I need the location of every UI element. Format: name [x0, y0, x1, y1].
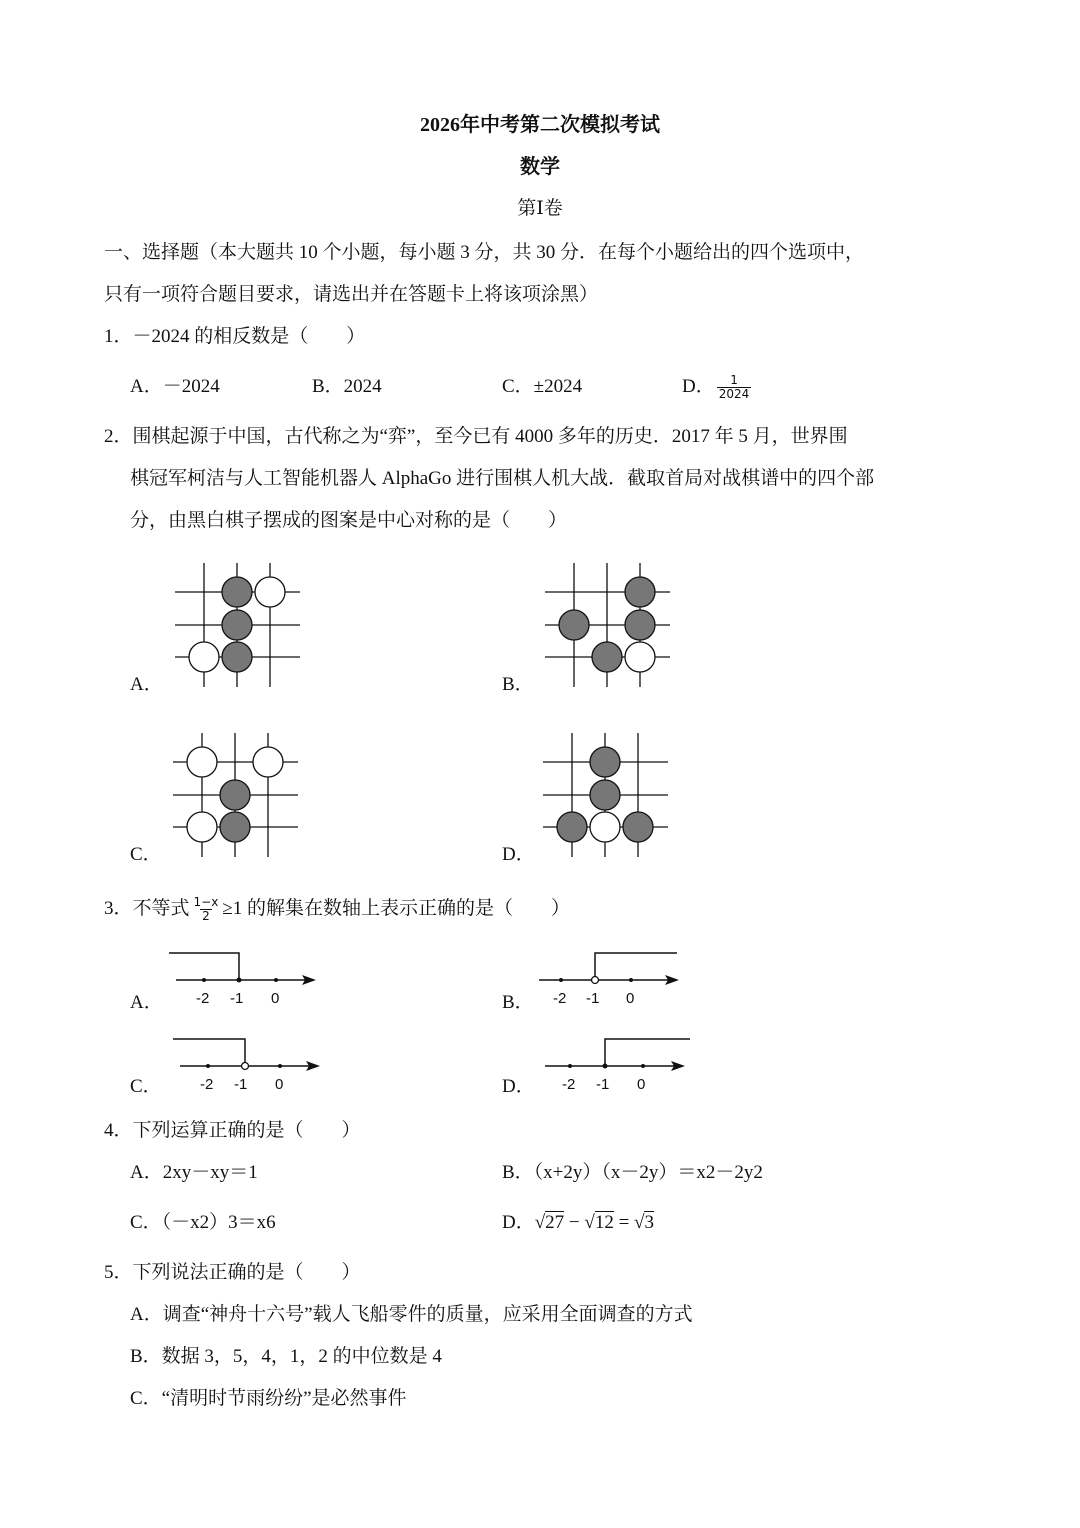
tick-dot — [278, 1064, 282, 1068]
sqrt-symbol: √ — [584, 1212, 595, 1233]
tick-label-0: 0 — [637, 1076, 646, 1093]
sqrt-symbol: √ — [634, 1212, 645, 1233]
q3-option-b-label: B． — [502, 992, 534, 1013]
q1-d-numerator: 1 — [730, 373, 738, 388]
tick-label-neg2: -2 — [196, 990, 210, 1007]
q1-option-d — [682, 374, 753, 401]
q2-option-a-label: A． — [130, 674, 163, 695]
black-stone — [625, 610, 655, 640]
q4-option-b: B．（x+2y）（x－2y）＝x2－2y2 — [502, 1162, 763, 1183]
go-board-b — [540, 560, 675, 690]
tick-dot — [568, 1064, 572, 1068]
tick-label-neg1: -1 — [234, 1076, 248, 1093]
q2-stem-line2: 棋冠军柯洁与人工智能机器人 AlphaGo 进行围棋人机大战．截取首局对战棋谱中的四个部 — [130, 468, 875, 489]
open-endpoint — [592, 977, 599, 984]
number-line-a — [166, 945, 326, 1015]
q2-stem-line3: 分，由黑白棋子摆成的图案是中心对称的是（ ） — [130, 510, 568, 531]
black-stone — [592, 642, 622, 672]
q3-stem — [104, 896, 570, 923]
q4-equals-sign: = — [618, 1212, 630, 1233]
q4-radicand-3: 3 — [644, 1212, 654, 1233]
black-stone — [220, 780, 250, 810]
q3-option-a-label: A． — [130, 992, 163, 1013]
black-stone — [222, 577, 252, 607]
black-stone — [625, 577, 655, 607]
tick-dot — [202, 978, 206, 982]
q2-option-d-label: D． — [502, 844, 535, 865]
q4-radicand-2: 12 — [594, 1212, 614, 1233]
black-stone — [222, 610, 252, 640]
tick-dot — [629, 978, 633, 982]
white-stone — [187, 812, 217, 842]
q3-stem-suffix: ≥1 的解集在数轴上表示正确的是（ ） — [222, 898, 570, 919]
solution-ray — [169, 953, 239, 980]
open-endpoint — [242, 1063, 249, 1070]
q2-option-b-label: B． — [502, 674, 534, 695]
q1-option-a: A．－2024 — [130, 376, 220, 397]
q1-d-denominator: 2024 — [718, 387, 750, 402]
go-board-d — [538, 730, 673, 860]
go-board-a — [170, 560, 305, 690]
white-stone — [189, 642, 219, 672]
black-stone — [220, 812, 250, 842]
tick-label-neg2: -2 — [200, 1076, 214, 1093]
q5-option-c: C．“清明时节雨纷纷”是必然事件 — [130, 1388, 407, 1409]
q3-frac-denominator: 2 — [202, 909, 210, 924]
volume-label: 第Ⅰ卷 — [517, 198, 563, 219]
q3-option-d-label: D． — [502, 1076, 535, 1097]
solution-ray — [173, 1039, 245, 1066]
q4-option-d-label: D． — [502, 1212, 535, 1233]
number-line-c — [170, 1031, 330, 1101]
tick-label-neg2: -2 — [562, 1076, 576, 1093]
q4-stem: 4．下列运算正确的是（ ） — [104, 1120, 361, 1141]
black-stone — [222, 642, 252, 672]
q3-option-c-label: C． — [130, 1076, 162, 1097]
exam-title: 2026年中考第二次模拟考试 — [420, 114, 660, 136]
tick-label-neg1: -1 — [596, 1076, 610, 1093]
q5-option-a: A．调查“神舟十六号”载人飞船零件的质量，应采用全面调查的方式 — [130, 1304, 693, 1325]
q3-frac-numerator: 1−x — [193, 895, 219, 910]
q1-option-d-fraction — [717, 374, 752, 401]
section-instruction-line2: 只有一项符合题目要求，请选出并在答题卡上将该项涂黑） — [104, 284, 599, 305]
q5-option-b: B．数据 3，5，4，1，2 的中位数是 4 — [130, 1346, 442, 1367]
number-line-d — [540, 1031, 700, 1101]
q4-option-d — [502, 1210, 654, 1236]
tick-label-0: 0 — [275, 1076, 284, 1093]
q4-option-a: A．2xy－xy＝1 — [130, 1162, 258, 1183]
q1-option-b: B．2024 — [312, 376, 382, 397]
tick-label-0: 0 — [271, 990, 280, 1007]
tick-dot — [274, 978, 278, 982]
solution-ray — [605, 1039, 690, 1066]
tick-label-0: 0 — [626, 990, 635, 1007]
q1-option-d-label: D． — [682, 376, 715, 397]
black-stone — [590, 780, 620, 810]
tick-dot — [559, 978, 563, 982]
black-stone — [557, 812, 587, 842]
white-stone — [255, 577, 285, 607]
q3-fraction — [192, 896, 221, 923]
q1-stem: 1．－2024 的相反数是（ ） — [104, 326, 366, 347]
q5-stem: 5．下列说法正确的是（ ） — [104, 1262, 361, 1283]
black-stone — [559, 610, 589, 640]
q4-minus-sign: − — [568, 1212, 580, 1233]
subject-title: 数学 — [520, 156, 560, 178]
q1-option-c: C．±2024 — [502, 376, 583, 397]
tick-label-neg2: -2 — [553, 990, 567, 1007]
black-stone — [623, 812, 653, 842]
section-instruction-line1: 一、选择题（本大题共 10 个小题，每小题 3 分，共 30 分．在每个小题给出的四个选项中， — [104, 242, 865, 263]
number-line-b — [534, 945, 694, 1015]
tick-dot — [206, 1064, 210, 1068]
q4-option-c: C．（－x2）3＝x6 — [130, 1212, 276, 1233]
tick-label-neg1: -1 — [230, 990, 244, 1007]
q3-stem-prefix: 3．不等式 — [104, 898, 190, 919]
black-stone — [590, 747, 620, 777]
white-stone — [625, 642, 655, 672]
q2-option-c-label: C． — [130, 844, 162, 865]
white-stone — [253, 747, 283, 777]
tick-dot — [641, 1064, 645, 1068]
white-stone — [187, 747, 217, 777]
go-board-c — [168, 730, 303, 860]
tick-label-neg1: -1 — [586, 990, 600, 1007]
solution-ray — [595, 953, 677, 980]
sqrt-symbol: √ — [534, 1212, 546, 1233]
q2-stem-line1: 2．围棋起源于中国，古代称之为“弈”，至今已有 4000 多年的历史．2017 年 5 月，世界围 — [104, 426, 848, 447]
q4-radicand-1: 27 — [545, 1212, 565, 1233]
white-stone — [590, 812, 620, 842]
